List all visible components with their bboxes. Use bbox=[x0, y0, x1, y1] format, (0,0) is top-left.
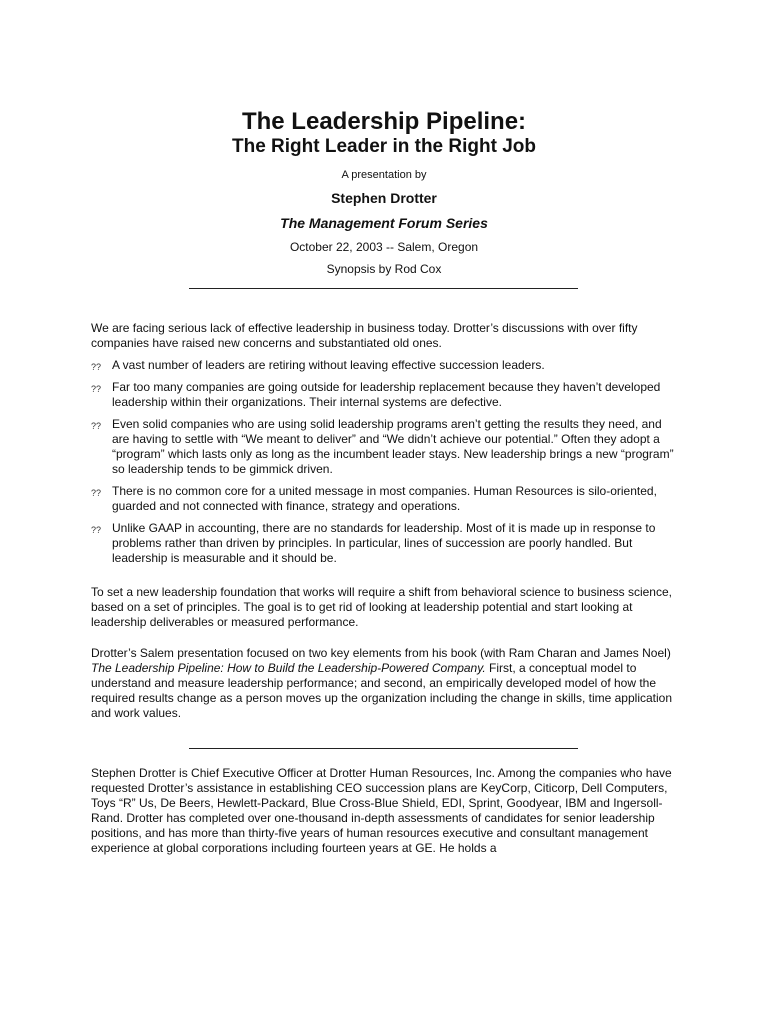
divider-rule bbox=[189, 748, 578, 749]
divider-rule bbox=[189, 288, 578, 289]
salem-text-after: First, a conceptual model to understand and measure leadership performance; and second, an empirically developed model of how the required results change as a person moves up the organization including the change in skills, time application and work values. bbox=[91, 661, 673, 720]
synopsis-credit: Synopsis by Rod Cox bbox=[326, 262, 442, 276]
presentation-by-label: A presentation by bbox=[341, 169, 427, 181]
author-name: Stephen Drotter bbox=[331, 190, 437, 206]
bullet-marker: ?? bbox=[91, 384, 102, 394]
bullet-text: Even solid companies who are using solid leadership programs aren’t getting the results they need, and are having to settle with “We meant to deliver” and “We didn’t achieve our potential.” Often they adopt a “program” which lasts only as long as the incumbent leader stays. New leadership brings a new “program” so leadership tends to be gimmick driven. bbox=[112, 417, 674, 476]
bio-paragraph: Stephen Drotter is Chief Executive Officer at Drotter Human Resources, Inc. Among the companies who have requested Drotter’s assistance in establishing CEO succession plans are KeyCorp, Citicorp, Dell Computers, Toys “R” Us, De Beers, Hewlett-Packard, Blue Cross-Blue Shield, EDI, Sprint, Goodyear, IBM and Ingersoll-Rand. Drotter has completed over one-thousand in-depth assessments of candidates for senior leadership positions, and has more than thirty-five years of human resources executive and consultant management experience at global corporations including fourteen years at GE. He holds a bbox=[91, 766, 672, 855]
bullet-text: Far too many companies are going outside for leadership replacement because they haven’t developed leadership within their organizations. Their internal systems are defective. bbox=[112, 380, 661, 409]
bullet-marker: ?? bbox=[91, 421, 102, 431]
bullet-text: Unlike GAAP in accounting, there are no standards for leadership. Most of it is made up in response to problems rather than driven by principles. In particular, lines of succession are poorly handled. But leadership is measurable and it should be. bbox=[112, 521, 656, 565]
document-title: The Leadership Pipeline: bbox=[241, 108, 527, 135]
bullet-text: A vast number of leaders are retiring without leaving effective succession leaders. bbox=[112, 358, 545, 372]
bullet-text: There is no common core for a united message in most companies. Human Resources is silo-oriented, guarded and not connected with finance, strategy and operations. bbox=[112, 484, 657, 513]
dateline: October 22, 2003 -- Salem, Oregon bbox=[289, 240, 479, 254]
bullet-marker: ?? bbox=[91, 488, 102, 498]
bullet-marker: ?? bbox=[91, 525, 102, 535]
list-item bbox=[91, 521, 681, 566]
list-item bbox=[91, 358, 681, 373]
bullet-list bbox=[91, 358, 681, 573]
bullet-marker: ?? bbox=[91, 362, 102, 372]
series-name: The Management Forum Series bbox=[280, 215, 488, 231]
salem-paragraph bbox=[91, 646, 681, 721]
list-item bbox=[91, 484, 681, 514]
list-item bbox=[91, 380, 681, 410]
salem-text-before: Drotter’s Salem presentation focused on two key elements from his book (with Ram Charan and James Noel) bbox=[91, 646, 671, 660]
foundation-paragraph: To set a new leadership foundation that works will require a shift from behavioral science to business science, based on a set of principles. The goal is to get rid of looking at leadership potential and start looking at leadership deliverables or measured performance. bbox=[91, 585, 672, 629]
document-subtitle: The Right Leader in the Right Job bbox=[232, 136, 536, 157]
intro-paragraph: We are facing serious lack of effective leadership in business today. Drotter’s discussions with over fifty companies have raised new concerns and substantiated old ones. bbox=[91, 321, 638, 350]
book-title: The Leadership Pipeline: How to Build the Leadership-Powered Company. bbox=[91, 661, 486, 675]
list-item bbox=[91, 417, 681, 477]
